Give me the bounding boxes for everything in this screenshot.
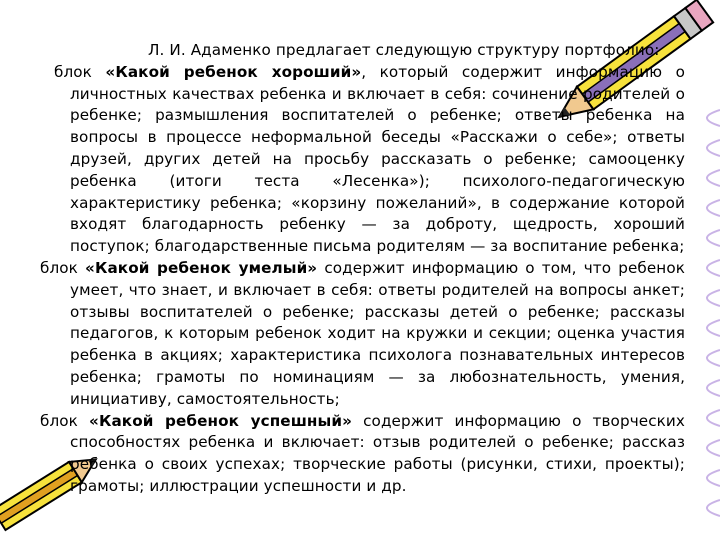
block-good	[40, 62, 685, 258]
block-text: содержит информацию о том, что ребенок умеет, что знает, и включает в себя: ответы родителей на вопросы анкет; отзывы воспитателей о ребенке; рассказы детей о ребенке; рассказы педагогов, к которым ребенок ходит на кружки и секции; оценка участия ребенка в акциях; характеристика психолога познавательных интересов ребенка; грамоты по номинациям — за любознательность, умения, инициативу, самостоятельность;	[70, 258, 685, 408]
block-text: , который содержит информацию о личностных качествах ребенка и включает в себя: сочинение родителей о ребенке; размышления воспитателей о ребенке; ответы ребенка на вопросы в процессе неформальной беседы «Расскажи о себе»; ответы друзей, других детей на просьбу рассказать о ребенке; самооценку ребенка (итоги теста «Лесенка»); психолого-педагогическую характеристику ребенка; «корзину пожеланий», в содержание которой входят благодарность ребенку — за доброту, щедрость, хороший поступок; благодарственные письма родителям — за воспитание ребенка;	[70, 62, 686, 256]
block-successful	[40, 411, 685, 498]
block-prefix: блок	[54, 62, 106, 81]
block-title: «Какой ребенок умелый»	[85, 258, 318, 277]
block-title: «Какой ребенок хороший»	[105, 62, 362, 81]
block-skilled	[40, 258, 685, 411]
block-text: содержит информацию о творческих способностях ребенка и включает: отзыв родителей о ребенке; рассказ ребенка о своих успехах; творческие работы (рисунки, стихи, проекты); грамоты; иллюстрации успешности и др.	[70, 411, 685, 495]
block-prefix: блок	[40, 258, 86, 277]
block-title: «Какой ребенок успешный»	[89, 411, 353, 430]
intro-paragraph: Л. И. Адаменко предлагает следующую структуру портфолио:	[148, 41, 660, 59]
block-prefix: блок	[40, 411, 90, 430]
portfolio-text	[40, 40, 685, 498]
